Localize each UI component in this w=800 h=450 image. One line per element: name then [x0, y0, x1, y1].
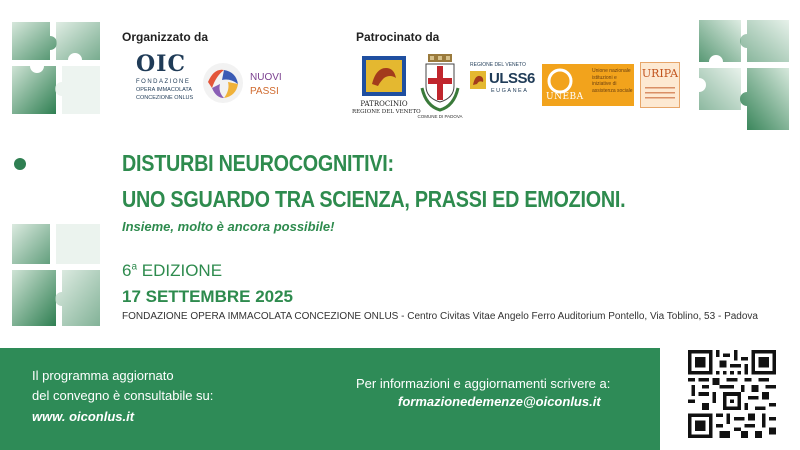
uneba-logo: [542, 64, 634, 106]
oic-logo-line3: CONCEZIONE ONLUS: [136, 95, 194, 101]
veneto-line2: REGIONE DEL VENETO: [352, 109, 421, 115]
oic-logo-mark: OIC: [136, 51, 186, 77]
website-link[interactable]: www. oiconlus.it: [32, 409, 135, 424]
event-venue: FONDAZIONE OPERA IMMACOLATA CONCEZIONE ONLUS - Centro Civitas Vitae Angelo Ferro Auditorium Pontello, Via Toblino, 53 - Padova: [122, 311, 758, 322]
nuovi-passi-emblem-icon: [202, 62, 244, 104]
ulss-sub: EUGANEA: [491, 88, 529, 94]
program-text-line2: del convegno è consultabile su:: [32, 388, 214, 403]
puzzle-top-left-decoration: [10, 20, 105, 120]
uneba-text: Unione nazionale istituzioni e iniziative di assistenza sociale: [592, 68, 633, 94]
ulss-name: ULSS6: [489, 70, 535, 87]
oic-logo-line2: OPERA IMMACOLATA: [136, 87, 193, 93]
veneto-line1: PATROCINIO: [360, 100, 408, 108]
event-date: 17 SETTEMBRE 2025: [122, 287, 294, 306]
oic-logo: [136, 52, 198, 116]
edition-number: 6: [122, 261, 132, 280]
event-subtitle: Insieme, molto è ancora possibile!: [122, 219, 335, 234]
organized-by-label: Organizzato da: [122, 30, 209, 44]
padova-caption: COMUNE DI PADOVA: [417, 114, 463, 119]
padova-logo: [418, 54, 462, 124]
event-title-line1: DISTURBI NEUROCOGNITIVI:: [122, 150, 394, 176]
lion-of-venice-icon: [362, 56, 406, 96]
padova-coat-of-arms-icon: [420, 54, 460, 112]
info-text: Per informazioni e aggiornamenti scrivere a:: [356, 376, 611, 391]
nuovi-passi-logo: [202, 62, 282, 108]
veneto-region-logo: [352, 56, 421, 122]
ulss-lion-icon: [470, 71, 486, 89]
program-text-line1: Il programma aggiornato: [32, 368, 174, 383]
uripa-mark: URIPA: [641, 67, 679, 80]
event-title-line2: UNO SGUARDO TRA SCIENZA, PRASSI ED EMOZIONI.: [122, 186, 626, 212]
uneba-mark: UNEBA: [546, 92, 584, 102]
uripa-logo: [640, 62, 680, 108]
edition-ordinal: a: [131, 261, 138, 273]
uripa-fine-print-icon: [645, 85, 675, 103]
ulss-top: REGIONE DEL VENETO: [470, 62, 526, 68]
edition-word: EDIZIONE: [137, 261, 223, 280]
sponsored-by-label: Patrocinato da: [356, 30, 440, 44]
nuovi-passi-line2: PASSI: [250, 86, 279, 97]
puzzle-bottom-left-decoration: [10, 210, 105, 328]
puzzle-top-right-decoration: [697, 18, 792, 133]
ulss6-logo: [470, 62, 535, 98]
email-link[interactable]: formazionedemenze@oiconlus.it: [398, 394, 601, 409]
oic-logo-line1: FONDAZIONE: [136, 79, 191, 85]
qr-code-icon[interactable]: [688, 350, 776, 438]
nuovi-passi-line1: NUOVI: [250, 72, 282, 83]
puzzle-dot-decoration: [12, 156, 28, 172]
edition-label: [122, 261, 222, 281]
